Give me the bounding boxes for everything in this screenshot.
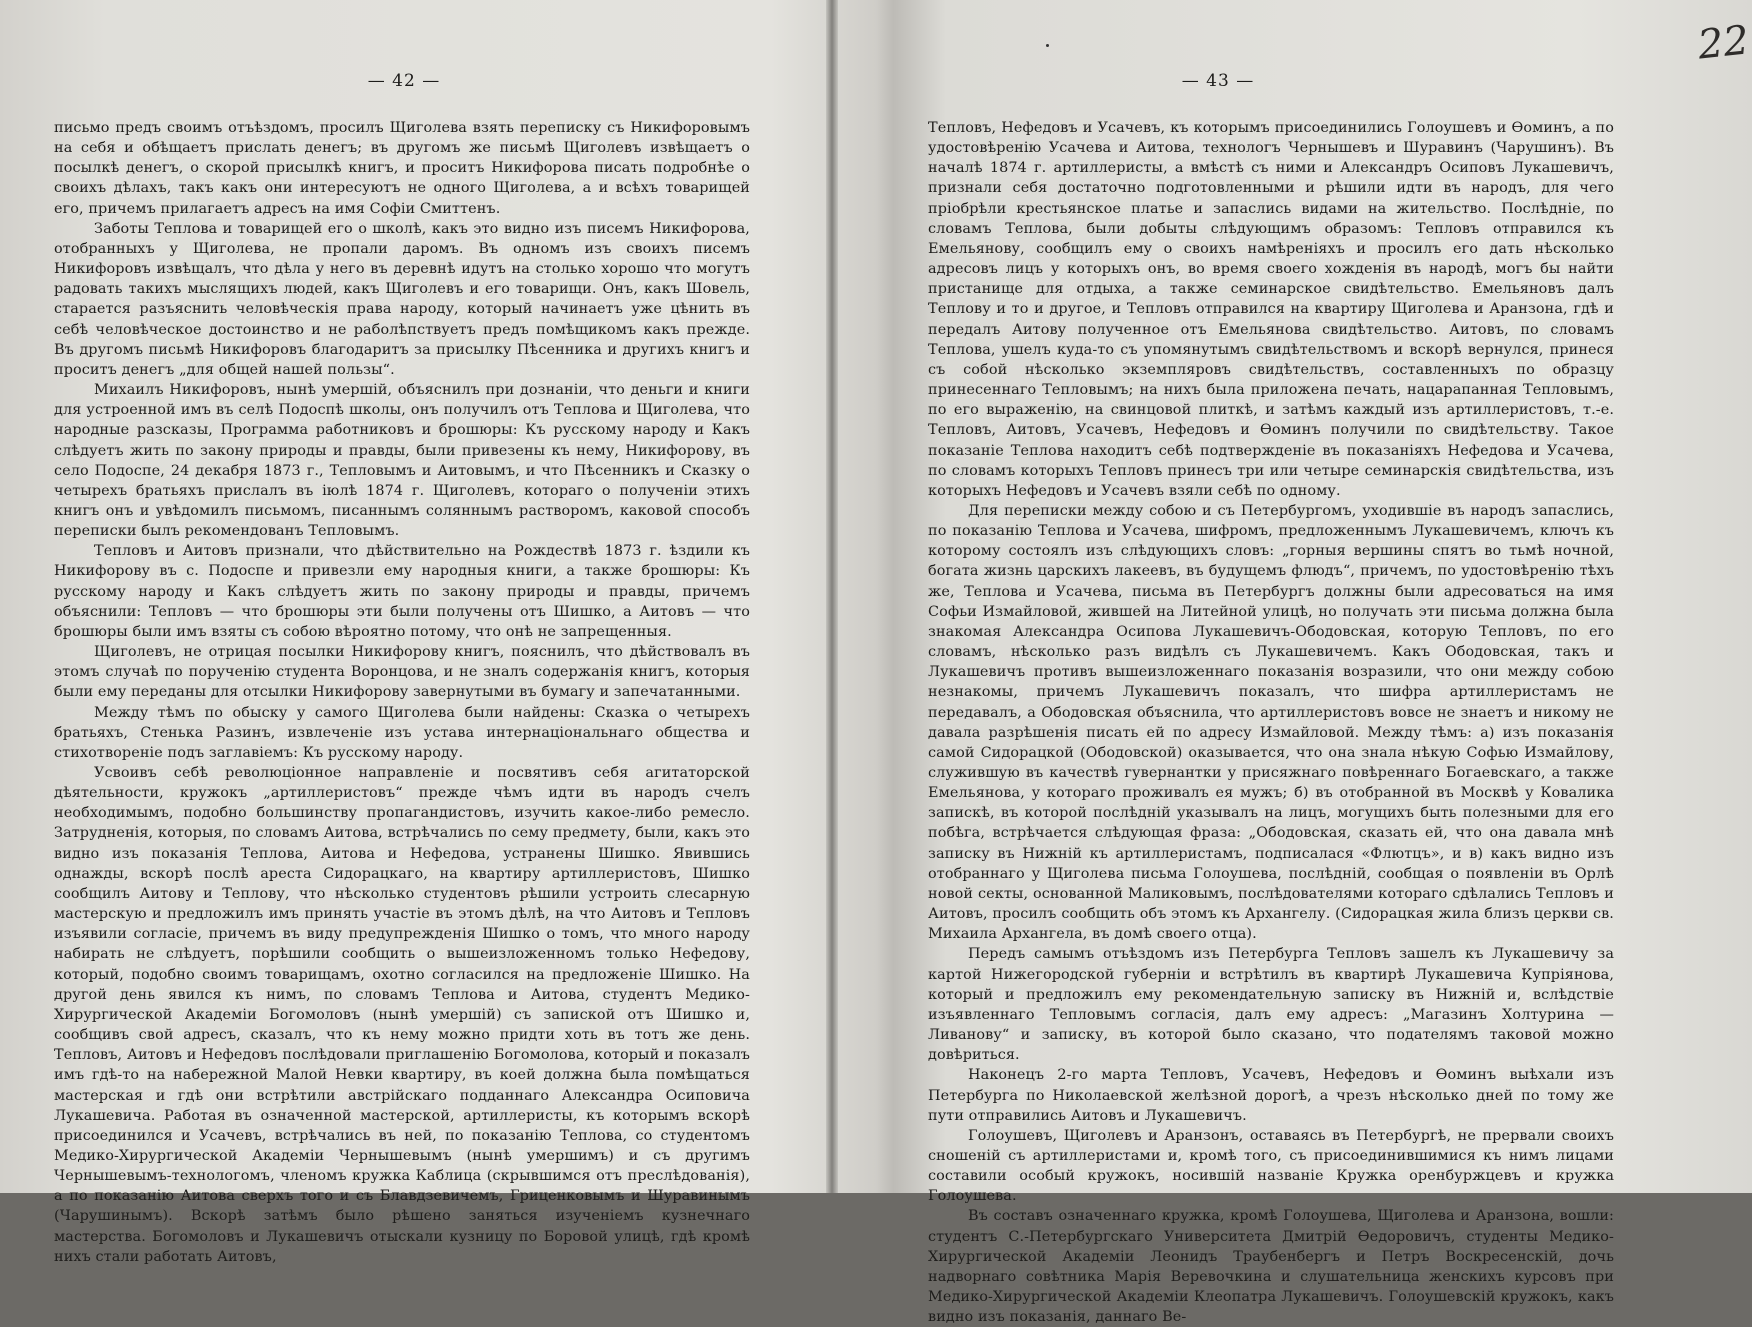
page-body <box>54 118 750 1267</box>
paragraph: Для переписки между собою и съ Петербургомъ, уходившiе въ народъ запаслись, по показанiю Теплова и Усачева, шифромъ, предложеннымъ Лукашевичемъ, ключъ къ которому состоялъ изъ слѣдующихъ словъ: „горныя вершины спятъ во тьмѣ ночной, богата жизнь царскихъ лакеевъ, въ будущемъ флюдъ“, причемъ, по удостовѣренiю тѣхъ же, Теплова и Усачева, письма въ Петербургъ должны были адресоваться на имя Софьи Измайловой, жившей на Литейной улицѣ, но получать эти письма должна была знакомая Александра Осипова Лукашевичъ-Ободовская, которую Тепловъ, по его словамъ, нѣсколько разъ видѣлъ съ Лукашевичемъ. Какъ Ободовская, такъ и Лукашевичъ противъ вышеизложеннаго показанiя возразили, что они между собою незнакомы, причемъ Лукашевичъ показалъ, что шифра артиллеристамъ не передавалъ, а Ободовская объяснила, что артиллеристовъ вовсе не знаетъ и никому не давала разрѣшенiя писать ей по адресу Измайловой. Между тѣмъ: а) изъ показанiя самой Сидорацкой (Ободовской) оказывается, что она знала нѣкую Софью Измайлову, служившую въ качествѣ гувернантки у присяжнаго повѣреннаго Богаевскаго, а также Емельянова, у котораго проживалъ ея мужъ; б) въ отобранной въ Москвѣ у Ковалика запискѣ, въ которой послѣднiй указывалъ на лицъ, могущихъ быть полезными для его побѣга, встрѣчается слѣдующая фраза: „Ободовская, сказать ей, что она давала мнѣ записку въ Нижнiй къ артиллеристамъ, подписалася «Флютцъ», и в) какъ видно изъ отобраннаго у Щиголева письма Голоушева, послѣднiй, сообщая о появленiи въ Орлѣ новой секты, основанной Маликовымъ, послѣдователями котораго сдѣлались Тепловъ и Аитовъ, просилъ сообщить объ этомъ къ Архангелу. (Сидорацкая жила близъ церкви св. Михаила Архангела, въ домѣ своего отца). <box>928 502 1614 943</box>
book-gutter <box>826 0 838 1193</box>
paragraph: письмо предъ своимъ отъѣздомъ, просилъ Щиголева взять переписку съ Никифоровымъ на себя и обѣщаетъ прислать денегъ; въ другомъ же письмѣ Щиголевъ извѣщаетъ о посылкѣ денегъ, о скорой присылкѣ книгъ, и проситъ Никифорова писать подробнѣе о своихъ дѣлахъ, такъ какъ они интересуютъ не одного Щиголева, а и всѣхъ товарищей его, причемъ прилагаетъ адресъ на имя Софiи Смиттенъ. <box>54 120 750 217</box>
page-body <box>928 118 1614 1327</box>
page-number: — 43 — <box>1181 71 1255 91</box>
paragraph: Въ составъ означеннаго кружка, кромѣ Голоушева, Щиголева и Аранзона, вошли: студентъ С.-Петербургскаго Университета Дмитрiй Ѳедоровичъ, студенты Медико-Хирургической Академiи Леонидъ Траубенбергъ и Петръ Воскресенскiй, дочь надворнаго совѣтника Марiя Веревочкина и слушательница женскихъ курсовъ при Медико-Хирургической Академiи Клеопатра Лукашевичъ. Голоушевскiй кружокъ, какъ видно изъ показанiя, даннаго Ве- <box>928 1208 1614 1326</box>
paragraph: Голоушевъ, Щиголевъ и Аранзонъ, оставаясь въ Петербургѣ, не прервали своихъ сношенiй съ артиллеристами и, кромѣ того, съ присоединившимися къ нимъ лицами составили особый кружокъ, носившiй названiе Кружка оренбуржцевъ и кружка Голоушева. <box>928 1127 1614 1205</box>
paragraph: Тепловъ и Аитовъ признали, что дѣйствительно на Рождествѣ 1873 г. ѣздили къ Никифорову въ с. Подоспе и привезли ему народныя книги, а также брошюры: Къ русскому народу и Какъ слѣдуетъ жить по закону природы и правды, причемъ объяснили: Тепловъ — что брошюры эти были получены отъ Шишко, а Аитовъ — что брошюры были имъ взяты съ собою вѣроятно потому, что онѣ не запрещенныя. <box>54 543 750 640</box>
ink-speck <box>1046 44 1049 47</box>
paragraph: Михаилъ Никифоровъ, нынѣ умершiй, объяснилъ при дознанiи, что деньги и книги для устроенной имъ въ селѣ Подоспѣ школы, онъ получилъ отъ Теплова и Щиголева, что народные разсказы, Программа работниковъ и брошюры: Къ русскому народу и Какъ слѣдуетъ жить по закону природы и правды, были привезены къ нему, Никифорову, въ село Подоспе, 24 декабря 1873 г., Тепловымъ и Аитовымъ, и что Пѣсенникъ и Сказку о четырехъ братьяхъ прислалъ въ iюлѣ 1874 г. Щиголевъ, котораго о полученiи этихъ книгъ онъ и увѣдомилъ письмомъ, писаннымъ соляннымъ растворомъ, каковой способъ переписки былъ рекомендованъ Тепловымъ. <box>54 382 750 540</box>
paragraph: Передъ самымъ отъѣздомъ изъ Петербурга Тепловъ зашелъ къ Лукашевичу за картой Нижегородской губернiи и встрѣтилъ въ квартирѣ Лукашевича Купрiянова, который и предложилъ ему рекомендательную записку въ Нижнiй и, вслѣдствiе изъявленнаго Тепловымъ согласiя, далъ ему адресъ: „Магазинъ Холтурина — Ливанову“ и записку, въ которой было сказано, что подателямъ таковой можно довѣриться. <box>928 946 1614 1064</box>
paragraph: Усвоивъ себѣ революцiонное направленiе и посвятивъ себя агитаторской дѣятельности, кружокъ „артиллеристовъ“ прежде чѣмъ идти въ народъ счелъ необходимымъ, подобно большинству пропагандистовъ, изучить какое-либо ремесло. Затрудненiя, которыя, по словамъ Аитова, встрѣчались по сему предмету, были, какъ это видно изъ показанiя Теплова, Аитова и Нефедова, устранены Шишко. Явившись однажды, вскорѣ послѣ ареста Сидорацкаго, на квартиру артиллеристовъ, Шишко сообщилъ Аитову и Теплову, что нѣсколько студентовъ рѣшили устроить слесарную мастерскую и предложилъ имъ принять участiе въ этомъ дѣлѣ, на что Аитовъ и Тепловъ изъявили согласiе, причемъ въ виду предупрежденiя Шишко о томъ, что много народу набирать не слѣдуетъ, порѣшили сообщить о вышеизложенномъ только Нефедову, который, подобно своимъ товарищамъ, охотно согласился на предложенiе Шишко. На другой день явился къ нимъ, по словамъ Теплова и Аитова, студентъ Медико-Хирургической Академiи Богомоловъ (нынѣ умершiй) съ запиской отъ Шишко и, сообщивъ свой адресъ, сказалъ, что къ нему можно придти хоть въ тотъ же день. Тепловъ, Аитовъ и Нефедовъ послѣдовали приглашенiю Богомолова, который и показалъ имъ гдѣ-то на набережной Малой Невки квартиру, въ коей должна была помѣщаться мастерская и гдѣ они встрѣтили австрiйскаго подданнаго Александра Осиповича Лукашевича. Работая въ означенной мастерской, артиллеристы, къ которымъ вскорѣ присоединился и Усачевъ, встрѣчались въ ней, по показанiю Теплова, со студентомъ Медико-Хирургической Академiи Чернышевымъ (нынѣ умершимъ) и съ другимъ Чернышевымъ-технологомъ, членомъ кружка Каблица (скрывшимся отъ преслѣдованiя), а по показанiю Аитова сверхъ того и съ Блавдзевичемъ, Гриценковымъ и Шуравинымъ (Чарушинымъ). Вскорѣ затѣмъ было рѣшено заняться изученiемъ кузнечнаго мастерства. Богомоловъ и Лукашевичъ отыскали кузницу по Боровой улицѣ, гдѣ кромѣ нихъ стали работать Аитовъ, <box>54 765 750 1265</box>
paragraph: Наконецъ 2-го марта Тепловъ, Усачевъ, Нефедовъ и Ѳоминъ выѣхали изъ Петербурга по Николаевской желѣзной дорогѣ, а чрезъ нѣсколько дней по тому же пути отправились Аитовъ и Лукашевичъ. <box>928 1067 1614 1124</box>
paragraph: Заботы Теплова и товарищей его о школѣ, какъ это видно изъ писемъ Никифорова, отобранныхъ у Щиголева, не пропали даромъ. Въ одномъ изъ своихъ писемъ Никифоровъ извѣщалъ, что дѣла у него въ деревнѣ идутъ на столько хорошо что могутъ радовать такихъ мыслящихъ людей, какъ Щиголевъ и его товарищи. Онъ, какъ Шовель, старается разъяснить человѣческiя права народу, который начинаетъ уже цѣнить въ себѣ человѣческое достоинство и не раболѣпствуетъ предъ помѣщикомъ какъ прежде. Въ другомъ письмѣ Никифоровъ благодаритъ за присылку Пѣсенника и другихъ книгъ и проситъ денегъ „для общей нашей пользы“. <box>54 220 750 378</box>
paragraph: Между тѣмъ по обыску у самого Щиголева были найдены: Сказка о четырехъ братьяхъ, Стенька Разинъ, извлеченiе изъ устава интернацiональнаго общества и стихотворенiе подъ заглавiемъ: Къ русскому народу. <box>54 704 750 761</box>
paragraph: Тепловъ, Нефедовъ и Усачевъ, къ которымъ присоединились Голоушевъ и Ѳоминъ, а по удостовѣренiю Усачева и Аитова, технологъ Чернышевъ и Шуравинъ (Чарушинъ). Въ началѣ 1874 г. артиллеристы, а вмѣстѣ съ ними и Александръ Осиповъ Лукашевичъ, признали себя достаточно подготовленными и рѣшили идти въ народъ, для чего прiобрѣли крестьянское платье и запаслись видами на жительство. Послѣднiе, по словамъ Теплова, были добыты слѣдующимъ образомъ: Тепловъ отправился къ Емельянову, сообщилъ ему о своихъ намѣренiяхъ и просилъ его дать нѣсколько адресовъ лицъ у которыхъ онъ, во время своего хожденiя въ народѣ, могъ бы найти пристанище для отдыха, а также семинарское свидѣтельство. Емельяновъ далъ Теплову и то и другое, и Тепловъ отправился на квартиру Щиголева и Аранзона, гдѣ и передалъ Аитову полученное отъ Емельянова свидѣтельство. Аитовъ, по словамъ Теплова, ушелъ куда-то съ упомянутымъ свидѣтельствомъ и вскорѣ вернулся, принеся съ собой нѣсколько экземпляровъ свидѣтельствъ, составленныхъ по образцу принесеннаго Тепловымъ; на нихъ была приложена печать, нацарапанная Тепловымъ, по его выраженiю, на свинцовой плиткѣ, и затѣмъ каждый изъ артиллеристовъ, т.-е. Тепловъ, Аитовъ, Усачевъ, Нефедовъ и Ѳоминъ получили по свидѣтельству. Такое показанiе Теплова находитъ себѣ подтвержденiе въ показанiяхъ Нефедова и Усачева, по словамъ которыхъ Тепловъ принесъ три или четыре семинарскiя свидѣтельства, изъ которыхъ Нефедовъ и Усачевъ взяли себѣ по одному. <box>928 120 1614 499</box>
paragraph: Щиголевъ, не отрицая посылки Никифорову книгъ, пояснилъ, что дѣйствовалъ въ этомъ случаѣ по порученiю студента Воронцова, и не зналъ содержанiя книгъ, которыя были ему переданы для отсылки Никифорову завернутыми въ бумагу и запечатанными. <box>54 644 750 701</box>
handwritten-page-number: 22 <box>1695 17 1752 69</box>
page-number: — 42 — <box>367 71 441 91</box>
